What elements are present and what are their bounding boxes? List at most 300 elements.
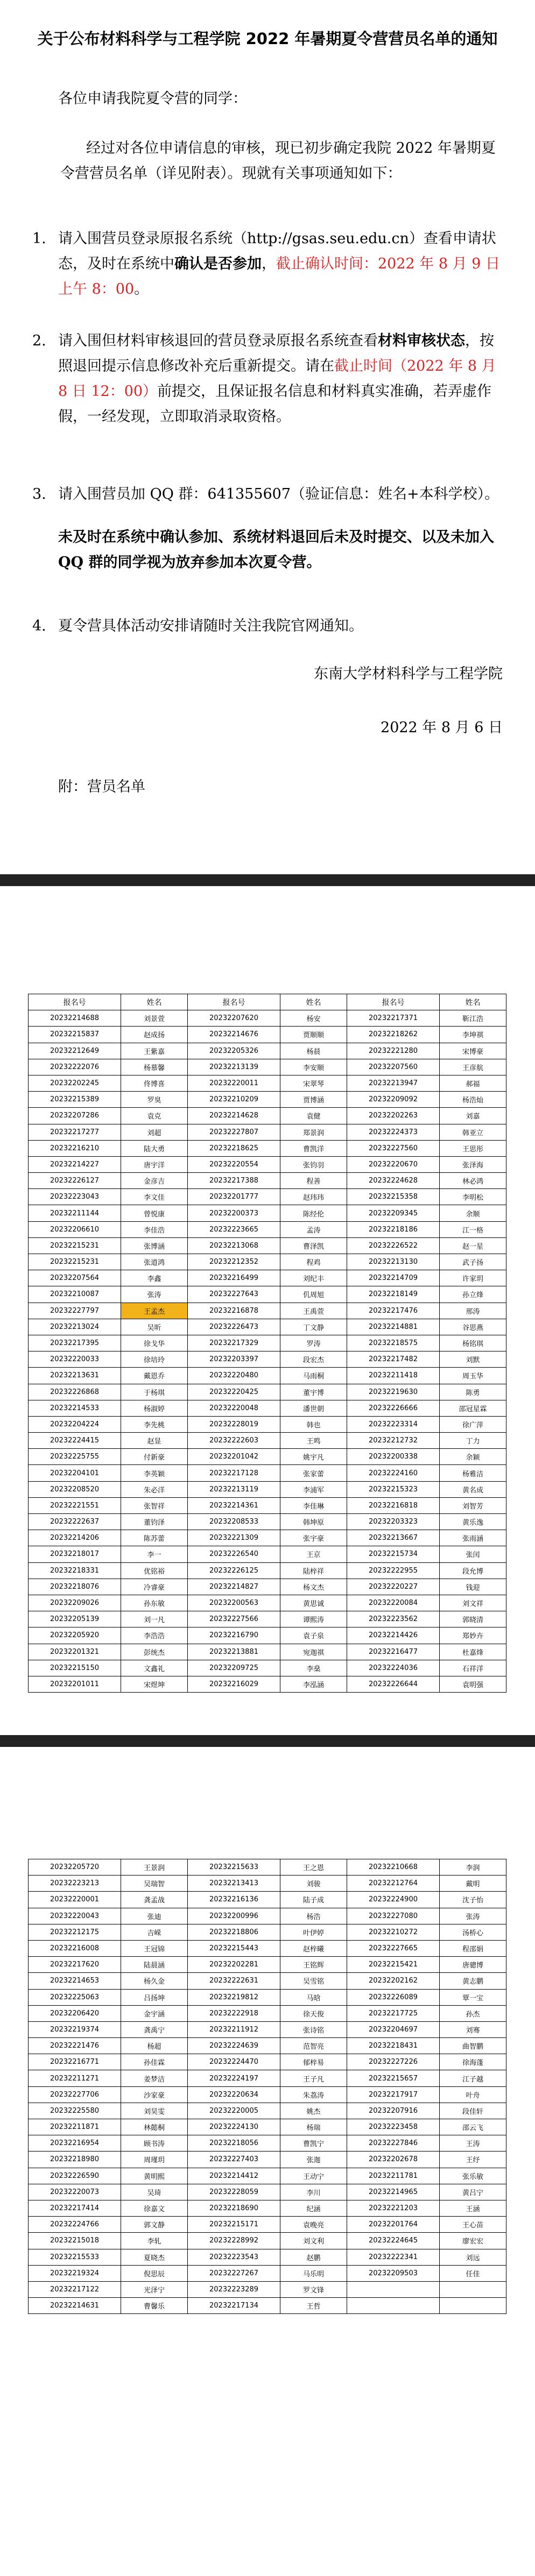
cell-application-id: 20232220048: [188, 1400, 280, 1416]
cell-name: 张雨涵: [440, 1530, 506, 1546]
cell-name: 郭文静: [121, 2217, 188, 2233]
cell-application-id: 20232207620: [188, 1010, 280, 1027]
cell-application-id: 20232200338: [347, 1449, 440, 1465]
signature-date: 2022 年 8 月 6 日: [381, 719, 503, 736]
body-text: 请入围营员加 QQ 群：641355607（验证信息：姓名+本科学校）。: [58, 486, 499, 503]
cell-name: 许家玥: [440, 1270, 506, 1286]
table-row: [29, 2005, 506, 2021]
cell-name: 张涛: [121, 1286, 188, 1303]
cell-application-id: 20232200563: [188, 1595, 280, 1611]
cell-name: 周玉华: [440, 1368, 506, 1384]
cell-name: 杨浩灿: [440, 1092, 506, 1108]
table-row: [29, 1173, 506, 1189]
cell-application-id: 20232215018: [29, 2233, 121, 2249]
table-row: [29, 1286, 506, 1303]
cell-application-id: 20232217122: [29, 2281, 121, 2297]
cell-name: 金彦吉: [121, 1173, 188, 1189]
cell-application-id: 20232214227: [29, 1156, 121, 1172]
table-row: [29, 1384, 506, 1400]
cell-application-id: 20232227643: [188, 1286, 280, 1303]
cell-application-id: 20232227560: [347, 1140, 440, 1156]
cell-name: 廖宏宏: [440, 2233, 506, 2249]
cell-application-id: 20232226540: [188, 1546, 280, 1562]
intro-paragraph: 经过对各位申请信息的审核，现已初步确定我院 2022 年暑期夏令营营员名单（详见附表）。现就有关事项通知如下：: [60, 140, 496, 182]
cell-application-id: 20232210668: [347, 1859, 440, 1876]
signature-org: 东南大学材料科学与工程学院: [314, 666, 503, 682]
cell-name: 刘昊雯: [121, 2103, 188, 2119]
cell-name: 王冠锦: [121, 1940, 188, 1956]
body-text: ，: [262, 256, 276, 272]
cell-name: 于杨琪: [121, 1384, 188, 1400]
cell-application-id: 20232212764: [347, 1876, 440, 1892]
cell-name: 王子凡: [280, 2070, 347, 2086]
table-row: [29, 2119, 506, 2135]
cell-application-id: 20232214361: [188, 1497, 280, 1513]
cell-name: 曹泽凯: [280, 1237, 347, 1254]
cell-name: 韩亚立: [440, 1124, 506, 1140]
table-row: [29, 1270, 506, 1286]
cell-name: 任佳: [440, 2265, 506, 2281]
table-row: [29, 1010, 506, 1027]
cell-application-id: 20232219374: [29, 2021, 121, 2037]
table-row: [29, 2200, 506, 2216]
cell-name: 徐海蓬: [440, 2054, 506, 2070]
cell-name: 刘景萱: [121, 1010, 188, 1027]
cell-name: 林懿桐: [121, 2119, 188, 2135]
table-row: [29, 1908, 506, 1924]
cell-application-id: 20232213413: [188, 1876, 280, 1892]
cell-name: 钱迎: [440, 1579, 506, 1595]
table-row: [29, 2021, 506, 2037]
cell-name: 李文佳: [121, 1189, 188, 1205]
cell-name: 王紫嘉: [121, 1043, 188, 1059]
table-row: [29, 1108, 506, 1124]
cell-application-id: 20232216477: [347, 1644, 440, 1660]
cell-name: 杨安: [280, 1010, 347, 1027]
cell-application-id: 20232214676: [188, 1027, 280, 1043]
table-row: [29, 1465, 506, 1481]
cell-name: 周瑾玥: [121, 2152, 188, 2168]
cell-name: 孙立烽: [440, 1286, 506, 1303]
cell-name: 贾顺顺: [280, 1027, 347, 1043]
cell-application-id: 20232217620: [29, 1957, 121, 1973]
cell-application-id: 20232227566: [188, 1611, 280, 1627]
table-row: [29, 2070, 506, 2086]
cell-application-id: 20232211144: [29, 1205, 121, 1221]
cell-name: 吴瑞智: [121, 1876, 188, 1892]
cell-name: 光泽宁: [121, 2281, 188, 2297]
body-text: 夏令营具体活动安排请随时关注我院官网通知。: [58, 618, 363, 634]
cell-name: 李佳琳: [280, 1497, 347, 1513]
cell-name: 赵一星: [440, 1237, 506, 1254]
cell-application-id: 20232218625: [188, 1140, 280, 1156]
cell-application-id: 20232203397: [188, 1351, 280, 1368]
cell-name: 杜嘉烽: [440, 1644, 506, 1660]
table-row: [29, 1449, 506, 1465]
table-row: [29, 1400, 506, 1416]
column-header-name: 姓名: [440, 994, 506, 1010]
cell-name: 黄明熙: [121, 2168, 188, 2184]
table-row: [29, 2135, 506, 2152]
cell-name: 石祥洋: [440, 1660, 506, 1676]
table-row: [29, 1924, 506, 1940]
table-row: [29, 2265, 506, 2281]
cell-application-id: 20232228992: [188, 2233, 280, 2249]
cell-application-id: 20232226089: [347, 1989, 440, 2005]
cell-application-id: 20232218431: [347, 2038, 440, 2054]
table-row: [29, 1497, 506, 1513]
cell-application-id: 20232210272: [347, 1924, 440, 1940]
cell-application-id: 20232216499: [188, 1270, 280, 1286]
cell-application-id: 20232217388: [188, 1173, 280, 1189]
cell-name: 段佳轩: [440, 2103, 506, 2119]
cell-name: 武子扬: [440, 1254, 506, 1270]
notice-page: [0, 0, 535, 874]
table-row: [29, 1416, 506, 1432]
cell-name: 杨久金: [121, 1973, 188, 1989]
cell-name: 段允博: [440, 1562, 506, 1579]
cell-application-id: 20232217128: [188, 1465, 280, 1481]
cell-application-id: 20232220011: [188, 1075, 280, 1091]
cell-name: 孙佳霖: [121, 2054, 188, 2070]
table-row: [29, 1027, 506, 1043]
cell-application-id: 20232215231: [29, 1254, 121, 1270]
body-text: 。: [134, 281, 149, 298]
column-header-name: 姓名: [121, 994, 188, 1010]
cell-application-id: 20232225755: [29, 1449, 121, 1465]
cell-application-id: 20232219324: [29, 2265, 121, 2281]
cell-name: 李浦军: [280, 1481, 347, 1497]
cell-application-id: 20232202263: [347, 1108, 440, 1124]
cell-name: 夏晓杰: [121, 2249, 188, 2265]
cell-application-id: 20232217134: [188, 2298, 280, 2314]
table-row: [29, 1859, 506, 1876]
cell-name: 杨瑞: [280, 2119, 347, 2135]
cell-name: 王景润: [121, 1859, 188, 1876]
cell-name: 王动宁: [280, 2168, 347, 2184]
cell-application-id: 20232205720: [29, 1859, 121, 1876]
table-row: [29, 2281, 506, 2297]
cell-application-id: 20232215358: [347, 1189, 440, 1205]
cell-name: 陆梓祥: [280, 1562, 347, 1579]
cell-application-id: 20232225580: [29, 2103, 121, 2119]
table-row: [29, 2233, 506, 2249]
cell-application-id: 20232222341: [347, 2249, 440, 2265]
cell-application-id: 20232207286: [29, 1108, 121, 1124]
cell-name: 袁晚亮: [280, 2217, 347, 2233]
table-row: [29, 2168, 506, 2184]
table-row: [29, 1481, 506, 1497]
cell-application-id: 20232206420: [29, 2005, 121, 2021]
roster-table-page-1: [28, 994, 506, 1693]
cell-name: 张诗铭: [280, 2021, 347, 2037]
body-text: ，按照退回提示信息修改补充后重新提交。请在: [58, 332, 494, 374]
cell-name: 王涵: [440, 2200, 506, 2216]
cell-application-id: 20232226644: [347, 1676, 440, 1692]
cell-application-id: 20232202678: [347, 2152, 440, 2168]
table-row: [29, 1319, 506, 1335]
table-row: [29, 1075, 506, 1091]
table-row: [29, 2184, 506, 2200]
table-row: [29, 1351, 506, 1368]
cell-name: 韩也: [280, 1416, 347, 1432]
cell-application-id: 20232223314: [347, 1416, 440, 1432]
cell-application-id: 20232212175: [29, 1924, 121, 1940]
cell-name: 汤桥心: [440, 1924, 506, 1940]
cell-name: 余顺: [440, 1205, 506, 1221]
cell-name: 林必鸿: [440, 1173, 506, 1189]
cell-name: 徐培玲: [121, 1351, 188, 1368]
cell-application-id: 20232209092: [347, 1092, 440, 1108]
cell-name: 李鑫: [121, 1270, 188, 1286]
cell-application-id: 20232218575: [347, 1335, 440, 1351]
cell-application-id: 20232226590: [29, 2168, 121, 2184]
table-row: [29, 1876, 506, 1892]
cell-application-id: 20232213631: [29, 1368, 121, 1384]
cell-name: 张宇豪: [280, 1530, 347, 1546]
cell-name: 付新豪: [121, 1449, 188, 1465]
item-text: [58, 618, 363, 634]
cell-name: 叶伊婷: [280, 1924, 347, 1940]
table-row: [29, 2038, 506, 2054]
cell-name: 杨铭琪: [440, 1335, 506, 1351]
cell-name: 袁子泉: [280, 1627, 347, 1644]
table-row: [29, 1644, 506, 1660]
table-row: [29, 2298, 506, 2314]
cell-application-id: 20232220670: [347, 1156, 440, 1172]
column-header-name: 姓名: [280, 994, 347, 1010]
cell-name: 郑妙卉: [440, 1627, 506, 1644]
cell-name: 吴昕: [121, 1319, 188, 1335]
cell-application-id: [347, 2298, 440, 2314]
cell-name: 袁健: [280, 1108, 347, 1124]
table-row: [29, 1579, 506, 1595]
cell-application-id: 20232214881: [347, 1319, 440, 1335]
cell-name: 吴琦: [121, 2184, 188, 2200]
cell-application-id: 20232211418: [347, 1368, 440, 1384]
cell-name: 孟涛: [280, 1221, 347, 1237]
cell-application-id: 20232205139: [29, 1611, 121, 1627]
cell-application-id: 20232208520: [29, 1481, 121, 1497]
cell-name: 王之恩: [280, 1859, 347, 1876]
cell-name: 沈子怡: [440, 1892, 506, 1908]
roster-table-page-2: [28, 1859, 506, 2314]
cell-application-id: 20232216878: [188, 1303, 280, 1319]
cell-application-id: 20232223458: [347, 2119, 440, 2135]
cell-application-id: 20232226127: [29, 1173, 121, 1189]
cell-application-id: 20232218690: [188, 2200, 280, 2216]
cell-application-id: 20232207564: [29, 1270, 121, 1286]
cell-application-id: 20232224645: [347, 2233, 440, 2249]
cell-application-id: 20232201321: [29, 1644, 121, 1660]
cell-application-id: 20232215533: [29, 2249, 121, 2265]
cell-application-id: 20232227403: [188, 2152, 280, 2168]
cell-application-id: 20232221476: [29, 2038, 121, 2054]
cell-application-id: 20232222918: [188, 2005, 280, 2021]
cell-name: 张乐敏: [440, 2168, 506, 2184]
body-text: 前提交，且保证报名信息和材料真实准确，若弄虚作假，一经发现，立即取消录取资格。: [58, 383, 492, 425]
cell-application-id: 20232218186: [347, 1221, 440, 1237]
cell-application-id: 20232220634: [188, 2086, 280, 2103]
cell-application-id: 20232213068: [188, 1237, 280, 1254]
cell-application-id: 20232228059: [188, 2184, 280, 2200]
cell-application-id: 20232214688: [29, 1010, 121, 1027]
body-text: 请入围但材料审核退回的营员登录原报名系统查看: [58, 332, 378, 349]
cell-name: 袁克: [121, 1108, 188, 1124]
cell-name: 倪思辰: [121, 2265, 188, 2281]
cell-application-id: 20232200373: [188, 1205, 280, 1221]
cell-application-id: 20232213667: [347, 1530, 440, 1546]
cell-name: 冷睿豪: [121, 1579, 188, 1595]
cell-application-id: 20232216790: [188, 1627, 280, 1644]
cell-application-id: 20232213119: [188, 1481, 280, 1497]
table-row: [29, 1303, 506, 1319]
table-row: [29, 1989, 506, 2005]
table-row: [29, 1189, 506, 1205]
cell-name: 程善: [280, 1173, 347, 1189]
cell-name: 王禹萱: [280, 1303, 347, 1319]
cell-application-id: 20232212649: [29, 1043, 121, 1059]
cell-name: 罗涛: [280, 1335, 347, 1351]
table-row: [29, 1562, 506, 1579]
cell-name: 段宏杰: [280, 1351, 347, 1368]
table-row: [29, 1140, 506, 1156]
cell-application-id: 20232215657: [347, 2070, 440, 2086]
cell-application-id: 20232223289: [188, 2281, 280, 2297]
cell-application-id: 20232202281: [188, 1957, 280, 1973]
cell-application-id: 20232204101: [29, 1465, 121, 1481]
cell-application-id: 20232224900: [347, 1892, 440, 1908]
cell-name: 李安顺: [280, 1059, 347, 1075]
table-row: [29, 1237, 506, 1254]
cell-application-id: 20232215734: [347, 1546, 440, 1562]
roster-table: [28, 1859, 506, 2314]
cell-application-id: 20232226666: [347, 1400, 440, 1416]
cell-name: 罗文锋: [280, 2281, 347, 2297]
cell-application-id: 20232209026: [29, 1595, 121, 1611]
cell-application-id: 20232224415: [29, 1433, 121, 1449]
cell-name: 王涛: [440, 2135, 506, 2152]
cell-name: 龚禹宁: [121, 2021, 188, 2037]
cell-application-id: 20232207560: [347, 1059, 440, 1075]
cell-name: 赵梓曦: [280, 1940, 347, 1956]
cell-application-id: 20232220001: [29, 1892, 121, 1908]
cell-application-id: 20232224160: [347, 1465, 440, 1481]
cell-application-id: 20232201011: [29, 1676, 121, 1692]
cell-name: 张泽海: [440, 1156, 506, 1172]
cell-application-id: 20232211271: [29, 2070, 121, 2086]
cell-name: 宛迦祺: [280, 1644, 347, 1660]
cell-name: 赵成扬: [121, 1027, 188, 1043]
cell-application-id: 20232227797: [29, 1303, 121, 1319]
cell-application-id: 20232224628: [347, 1173, 440, 1189]
cell-name: 王京: [280, 1546, 347, 1562]
table-row: [29, 2086, 506, 2103]
cell-name: 赵鹏: [280, 2249, 347, 2265]
cell-name: 张家蕾: [280, 1465, 347, 1481]
cell-application-id: 20232227080: [347, 1908, 440, 1924]
cell-name: 郑景润: [280, 1124, 347, 1140]
item-text: [58, 230, 500, 298]
table-row: [29, 1092, 506, 1108]
cell-application-id: 20232224130: [188, 2119, 280, 2135]
cell-name: 赵显: [121, 1433, 188, 1449]
table-row: [29, 1433, 506, 1449]
cell-application-id: 20232226868: [29, 1384, 121, 1400]
cell-application-id: 20232217476: [347, 1303, 440, 1319]
cell-application-id: 20232220084: [347, 1595, 440, 1611]
cell-application-id: 20232217395: [29, 1335, 121, 1351]
cell-application-id: 20232202162: [347, 1973, 440, 1989]
cell-name: 靳江浩: [440, 1010, 506, 1027]
cell-name: 姚宇凡: [280, 1449, 347, 1465]
cell-name: 邵冠星霖: [440, 1400, 506, 1416]
cell-name: 李浩浩: [121, 1627, 188, 1644]
notice-item-2: [32, 328, 506, 429]
cell-name: 王彦航: [440, 1059, 506, 1075]
cell-name: 曲智鹏: [440, 2038, 506, 2054]
cell-name: 纪涵: [280, 2200, 347, 2216]
cell-name: 王心苗: [440, 2217, 506, 2233]
cell-name: 吕扬坤: [121, 1989, 188, 2005]
cell-application-id: 20232214653: [29, 1973, 121, 1989]
cell-name: 张闰: [440, 1546, 506, 1562]
cell-name: 刘骏: [280, 1876, 347, 1892]
item-number: 3.: [32, 486, 46, 503]
cell-application-id: 20232209503: [347, 2265, 440, 2281]
table-row: [29, 1530, 506, 1546]
cell-application-id: 20232222603: [188, 1433, 280, 1449]
cell-name: 刘嘉: [440, 1108, 506, 1124]
cell-name: [440, 2298, 506, 2314]
table-row: [29, 2054, 506, 2070]
cell-application-id: 20232224373: [347, 1124, 440, 1140]
cell-application-id: 20232226125: [188, 1562, 280, 1579]
cell-application-id: 20232227267: [188, 2265, 280, 2281]
page-separator: [0, 1735, 535, 1747]
cell-name: 韩坤原: [280, 1514, 347, 1530]
cell-name: 陆晨涵: [121, 1957, 188, 1973]
cell-application-id: 20232216029: [188, 1676, 280, 1692]
cell-name: 赵玮玮: [280, 1189, 347, 1205]
cell-name: 宋翠琴: [280, 1075, 347, 1091]
cell-application-id: 20232227706: [29, 2086, 121, 2103]
cell-application-id: 20232214533: [29, 1400, 121, 1416]
cell-name: 陈经伦: [280, 1205, 347, 1221]
table-row: [29, 1368, 506, 1384]
cell-name: 吴雪铭: [280, 1973, 347, 1989]
warning-paragraph: 未及时在系统中确认参加、系统材料退回后未及时提交、以及未加入 QQ 群的同学视为放弃参加本次夏令营。: [58, 529, 494, 571]
cell-application-id: 20232209345: [347, 1205, 440, 1221]
cell-name: 刘默: [440, 1351, 506, 1368]
emphasis-text: 材料审核状态: [378, 332, 465, 349]
cell-name: 罗臭: [121, 1092, 188, 1108]
cell-application-id: 20232215443: [188, 1940, 280, 1956]
cell-application-id: 20232211781: [347, 2168, 440, 2184]
cell-name: 杨浩: [280, 1908, 347, 1924]
greeting: 各位申请我院夏令营的同学：: [58, 90, 247, 107]
cell-name: [440, 2281, 506, 2297]
cell-name: 李润: [440, 1859, 506, 1876]
cell-application-id: 20232218017: [29, 1546, 121, 1562]
cell-application-id: [347, 2281, 440, 2297]
cell-application-id: 20232210087: [29, 1286, 121, 1303]
cell-application-id: 20232206610: [29, 1221, 121, 1237]
cell-name: 李泓涵: [280, 1676, 347, 1692]
cell-application-id: 20232222637: [29, 1514, 121, 1530]
cell-application-id: 20232221309: [188, 1530, 280, 1546]
cell-application-id: 20232219812: [188, 1989, 280, 2005]
